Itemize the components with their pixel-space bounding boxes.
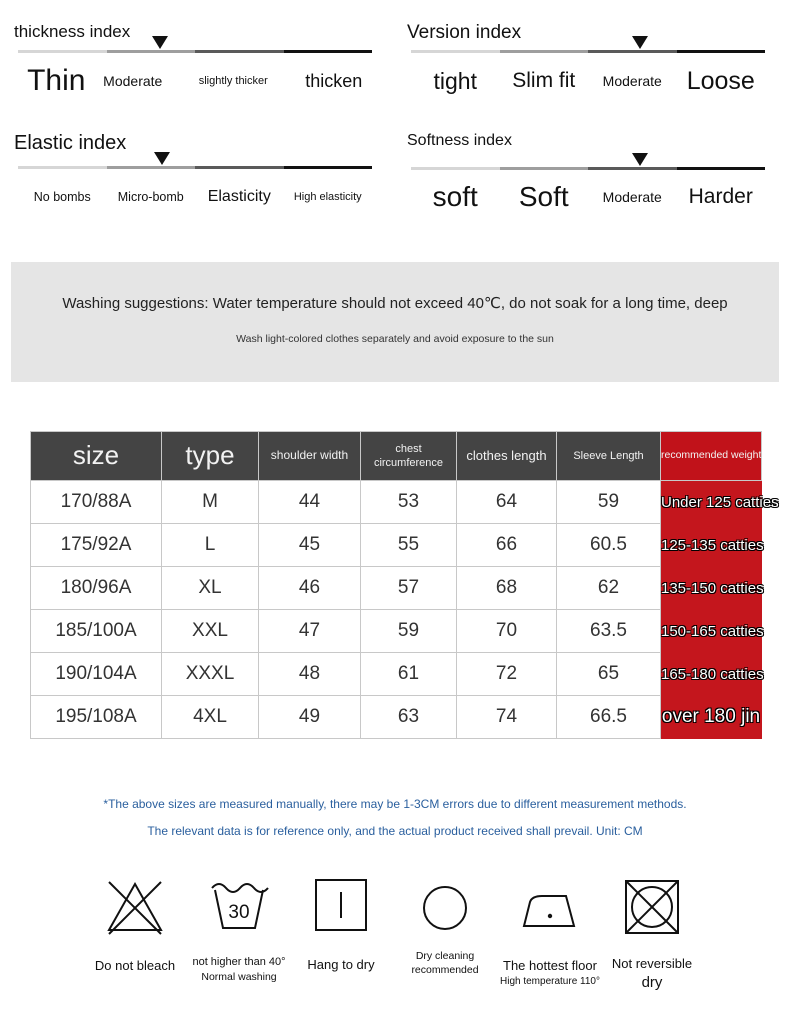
- cell-sleeve-length: 63.5: [557, 610, 661, 653]
- reference-note: The relevant data is for reference only, and the actual product received shall prevail. Unit: CM: [147, 824, 643, 838]
- elastic-index-bar: [18, 166, 372, 169]
- cell-type: L: [162, 524, 259, 567]
- cell-recommended-weight: over 180 jin: [661, 696, 762, 739]
- elastic-label-elasticity: Elasticity: [207, 187, 271, 205]
- version-label-slim-fit: Slim fit: [512, 68, 576, 92]
- wash-temp-text: 30: [228, 902, 250, 923]
- table-row: [31, 610, 762, 653]
- thickness-label-moderate: Moderate: [103, 72, 163, 89]
- thickness-index-title: thickness index: [14, 22, 131, 41]
- care-sub-iron: High temperature 110°: [500, 975, 600, 987]
- size-table-header-row: [31, 432, 762, 481]
- thickness-index-bar: [18, 50, 372, 53]
- elastic-label-high-elasticity: High elasticity: [293, 190, 362, 203]
- care-label-dry-clean: Dry cleaning recommended: [411, 950, 479, 976]
- softness-index-bar: [411, 167, 765, 170]
- cell-shoulder-width: 45: [259, 524, 361, 567]
- cell-clothes-length: 70: [457, 610, 557, 653]
- cell-clothes-length: 64: [457, 481, 557, 524]
- elastic-index: [14, 132, 376, 222]
- iron-icon: [520, 878, 580, 934]
- version-index-bar: [411, 50, 765, 53]
- cell-recommended-weight: 165-180 catties: [661, 653, 762, 696]
- care-label-wash: not higher than 40°: [192, 956, 286, 968]
- care-no-tumble-dry: [597, 878, 707, 992]
- version-label-loose: Loose: [686, 66, 755, 95]
- thickness-index: [14, 22, 376, 112]
- elastic-label-no-bombs: No bombs: [33, 189, 91, 204]
- header-recommended-weight: recommended weight: [661, 432, 762, 481]
- cell-shoulder-width: 49: [259, 696, 361, 739]
- no-bleach-icon: [105, 878, 165, 938]
- cell-type: XXL: [162, 610, 259, 653]
- table-row: [31, 481, 762, 524]
- care-label-not-reversible: Not reversible: [611, 956, 693, 971]
- care-sub-dry: dry: [641, 973, 663, 991]
- care-label-hang-dry: Hang to dry: [307, 957, 375, 972]
- measurement-note: *The above sizes are measured manually, there may be 1-3CM errors due to different measurement methods.: [103, 797, 687, 811]
- cell-sleeve-length: 65: [557, 653, 661, 696]
- cell-shoulder-width: 47: [259, 610, 361, 653]
- cell-chest-circumference: 55: [361, 524, 457, 567]
- header-sleeve-length: Sleeve Length: [557, 432, 661, 481]
- cell-size: 190/104A: [31, 653, 162, 696]
- no-tumble-dry-icon: [623, 878, 681, 936]
- softness-label-harder: Harder: [688, 184, 753, 208]
- table-row: [31, 696, 762, 739]
- thickness-label-thicken: thicken: [305, 70, 363, 91]
- cell-recommended-weight: 150-165 catties: [661, 610, 762, 653]
- cell-sleeve-length: 62: [557, 567, 661, 610]
- cell-shoulder-width: 48: [259, 653, 361, 696]
- cell-sleeve-length: 59: [557, 481, 661, 524]
- cell-size: 175/92A: [31, 524, 162, 567]
- cell-shoulder-width: 46: [259, 567, 361, 610]
- care-dry-clean: [390, 878, 500, 977]
- cell-clothes-length: 72: [457, 653, 557, 696]
- version-label-moderate: Moderate: [602, 72, 662, 89]
- version-index-marker: [632, 36, 648, 49]
- care-wash-30: [184, 878, 294, 985]
- care-label-iron: The hottest floor: [503, 958, 597, 973]
- elastic-label-micro-bomb: Micro-bomb: [117, 189, 184, 204]
- hang-dry-icon: [314, 878, 368, 932]
- elastic-index-title: Elastic index: [14, 132, 127, 154]
- table-row: [31, 524, 762, 567]
- dry-clean-icon: [417, 878, 473, 934]
- cell-recommended-weight: 125-135 catties: [661, 524, 762, 567]
- cell-recommended-weight: 135-150 catties: [661, 567, 762, 610]
- care-iron: [495, 878, 605, 988]
- header-shoulder-width: shoulder width: [259, 432, 361, 481]
- elastic-index-marker: [154, 152, 170, 165]
- cell-type: XL: [162, 567, 259, 610]
- table-row: [31, 567, 762, 610]
- softness-index-title: Softness index: [407, 132, 512, 149]
- cell-sleeve-length: 66.5: [557, 696, 661, 739]
- softness-label-soft-2: Soft: [518, 180, 569, 212]
- cell-chest-circumference: 53: [361, 481, 457, 524]
- thickness-label-thin: Thin: [27, 63, 86, 97]
- washing-main-text: Washing suggestions: Water temperature should not exceed 40℃, do not soak for a long time, deep: [62, 295, 728, 312]
- cell-size: 195/108A: [31, 696, 162, 739]
- thickness-label-slightly-thicker: slightly thicker: [198, 74, 268, 87]
- header-clothes-length: clothes length: [457, 432, 557, 481]
- cell-size: 170/88A: [31, 481, 162, 524]
- cell-type: XXXL: [162, 653, 259, 696]
- softness-label-moderate: Moderate: [602, 188, 662, 205]
- cell-type: 4XL: [162, 696, 259, 739]
- care-sub-wash: Normal washing: [201, 971, 277, 984]
- cell-sleeve-length: 60.5: [557, 524, 661, 567]
- size-table: [30, 431, 779, 739]
- header-chest-circumference: chest circumference: [361, 432, 457, 481]
- cell-shoulder-width: 44: [259, 481, 361, 524]
- version-index: [407, 22, 769, 112]
- cell-clothes-length: 74: [457, 696, 557, 739]
- care-no-bleach: [80, 878, 190, 975]
- header-size: size: [31, 432, 162, 481]
- washing-sub-text: Wash light-colored clothes separately and avoid exposure to the sun: [236, 333, 554, 345]
- softness-index-marker: [632, 153, 648, 166]
- header-type: type: [162, 432, 259, 481]
- thickness-index-marker: [152, 36, 168, 49]
- cell-chest-circumference: 61: [361, 653, 457, 696]
- washing-suggestions-panel: [11, 262, 779, 382]
- wash-30-icon: [209, 878, 269, 932]
- care-label-no-bleach: Do not bleach: [94, 958, 176, 973]
- cell-recommended-weight: Under 125 catties: [661, 481, 762, 524]
- version-index-title: Version index: [407, 22, 522, 43]
- cell-size: 180/96A: [31, 567, 162, 610]
- cell-chest-circumference: 59: [361, 610, 457, 653]
- table-row: [31, 653, 762, 696]
- cell-chest-circumference: 63: [361, 696, 457, 739]
- softness-label-soft-1: soft: [432, 180, 478, 212]
- care-hang-dry: [286, 878, 396, 974]
- cell-chest-circumference: 57: [361, 567, 457, 610]
- cell-clothes-length: 68: [457, 567, 557, 610]
- softness-index: [407, 132, 769, 222]
- version-label-tight: tight: [433, 67, 477, 94]
- cell-type: M: [162, 481, 259, 524]
- cell-clothes-length: 66: [457, 524, 557, 567]
- cell-size: 185/100A: [31, 610, 162, 653]
